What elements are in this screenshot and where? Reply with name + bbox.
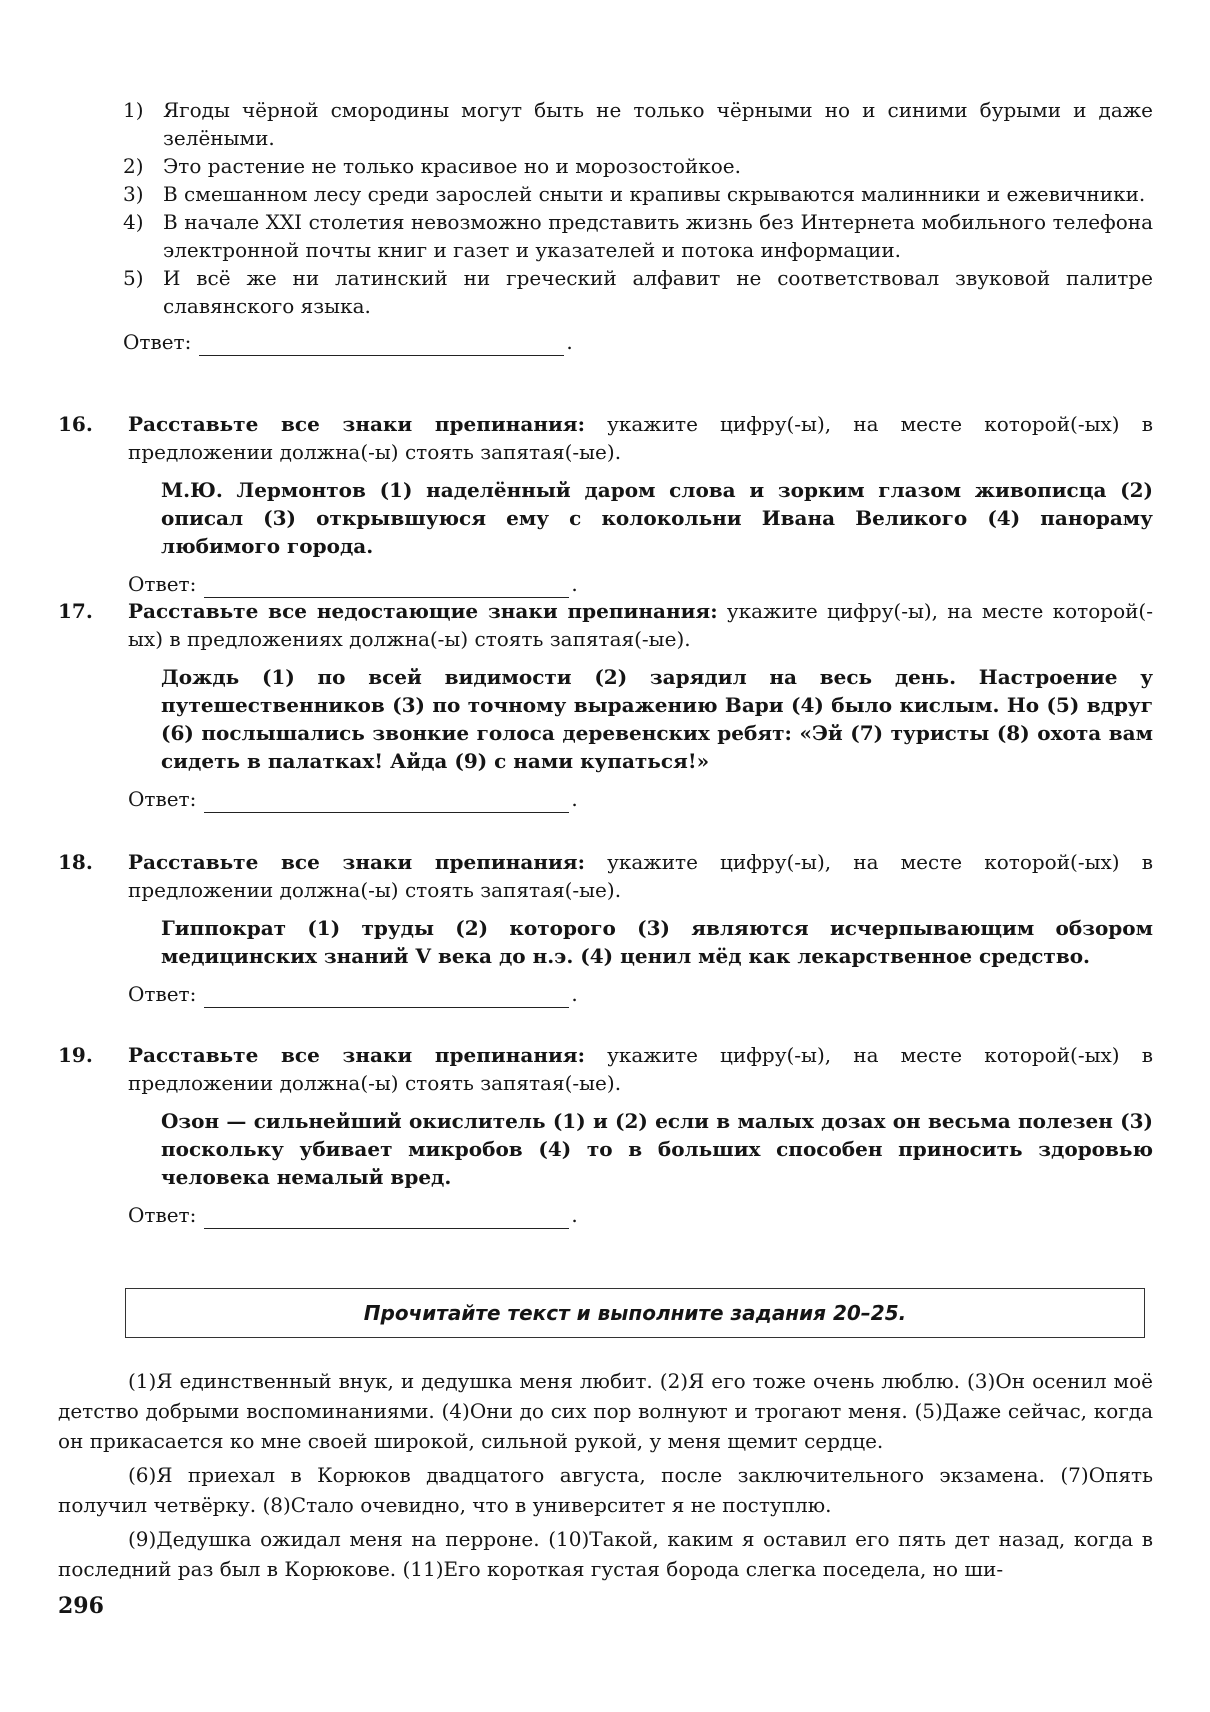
answer-label: Ответ:: [128, 787, 197, 811]
answer-dot: .: [571, 982, 578, 1006]
answer-row: [128, 570, 1153, 598]
list-item: [123, 180, 1153, 208]
answer-row: [123, 328, 1153, 356]
answer-field[interactable]: [204, 577, 569, 598]
list-item-number: 3): [123, 182, 144, 206]
instruction-bold: Расставьте все недостающие знаки препинания:: [128, 599, 718, 623]
answer-row: [128, 980, 1153, 1008]
instruction-bold: Расставьте все знаки препинания:: [128, 412, 585, 436]
list-item-text: В смешанном лесу среди зарослей сныти и крапивы скрываются малинники и ежевичники.: [163, 182, 1146, 206]
answer-dot: .: [571, 572, 578, 596]
reading-text: [58, 1366, 1153, 1588]
list-item-number: 4): [123, 210, 144, 234]
list-item-number: 1): [123, 98, 144, 122]
instruction-rest: укажите цифру(-ы), на месте которой(-ых) в предложении должна(-ы) стоять запятая(-ые).: [128, 1043, 1153, 1095]
list-item-number: 5): [123, 266, 144, 290]
task-instruction: [128, 1041, 1153, 1097]
task-number: 16.: [58, 412, 93, 436]
answer-label: Ответ:: [128, 982, 197, 1006]
options-list: [123, 96, 1153, 356]
task-number: 19.: [58, 1043, 93, 1067]
task-17: [58, 597, 1153, 813]
list-item-text: В начале XXI столетия невозможно представить жизнь без Интернета мобильного телефона электронной почты книг и газет и указателей и потока информации.: [163, 210, 1153, 262]
answer-dot: .: [571, 1203, 578, 1227]
instruction-bold: Расставьте все знаки препинания:: [128, 1043, 585, 1067]
list-item: [123, 96, 1153, 152]
answer-row: [128, 1201, 1153, 1229]
answer-field[interactable]: [204, 1208, 569, 1229]
answer-label: Ответ:: [128, 572, 197, 596]
task-sentence: М.Ю. Лермонтов (1) наделённый даром слова и зорким глазом живописца (2) описал (3) открывшуюся ему с колокольни Ивана Великого (4) панораму любимого города.: [161, 478, 1153, 558]
answer-label: Ответ:: [128, 1203, 197, 1227]
answer-label: Ответ:: [123, 330, 192, 354]
answer-field[interactable]: [199, 335, 564, 356]
list-item-text: Это растение не только красивое но и морозостойкое.: [163, 154, 741, 178]
task-sentence: Дождь (1) по всей видимости (2) зарядил на весь день. Настроение у путешественников (3) по точному выражению Вари (4) было кислым. Но (5) вдруг (6) послышались звонкие голоса деревенских ребят: «Эй (7) туристы (8) охота вам сидеть в палатках! Айда (9) с нами купаться!»: [161, 665, 1153, 773]
task-instruction: [128, 410, 1153, 466]
task-instruction: [128, 848, 1153, 904]
section-title-box: [125, 1288, 1145, 1338]
task-18: [58, 848, 1153, 1008]
list-item: [123, 152, 1153, 180]
answer-field[interactable]: [204, 987, 569, 1008]
instruction-rest: укажите цифру(-ы), на месте которой(-ых) в предложении должна(-ы) стоять запятая(-ые).: [128, 850, 1153, 902]
answer-row: [128, 785, 1153, 813]
answer-dot: .: [571, 787, 578, 811]
list-item-number: 2): [123, 154, 144, 178]
list-item-text: И всё же ни латинский ни греческий алфавит не соответствовал звуковой палитре славянского языка.: [163, 266, 1153, 318]
list-item: [123, 264, 1153, 320]
paragraph: (9)Дедушка ожидал меня на перроне. (10)Такой, каким я оставил его пять дет назад, когда в последний раз был в Корюкове. (11)Его короткая густая борода слегка поседела, но ши-: [58, 1527, 1153, 1581]
list-item: [123, 208, 1153, 264]
instruction-bold: Расставьте все знаки препинания:: [128, 850, 585, 874]
list-item-text: Ягоды чёрной смородины могут быть не только чёрными но и синими бурыми и даже зелёными.: [163, 98, 1153, 150]
paragraph: (1)Я единственный внук, и дедушка меня любит. (2)Я его тоже очень люблю. (3)Он осенил моё детство добрыми воспоминаниями. (4)Они до сих пор волнуют и трогают меня. (5)Даже сейчас, когда он прикасается ко мне своей широкой, сильной рукой, у меня щемит сердце.: [58, 1369, 1153, 1453]
task-19: [58, 1041, 1153, 1229]
answer-field[interactable]: [204, 792, 569, 813]
section-title: Прочитайте текст и выполните задания 20–25.: [363, 1301, 907, 1325]
task-number: 17.: [58, 599, 93, 623]
page-number: 296: [58, 1593, 104, 1619]
answer-dot: .: [566, 330, 573, 354]
task-sentence: Озон — сильнейший окислитель (1) и (2) если в малых дозах он весьма полезен (3) поскольку убивает микробов (4) то в больших способен приносить здоровью человека немалый вред.: [161, 1109, 1153, 1189]
instruction-rest: укажите цифру(-ы), на месте которой(-ых) в предложении должна(-ы) стоять запятая(-ые).: [128, 412, 1153, 464]
task-16: [58, 410, 1153, 598]
task-sentence: Гиппократ (1) труды (2) которого (3) являются исчерпывающим обзором медицинских знаний V века до н.э. (4) ценил мёд как лекарственное средство.: [161, 916, 1153, 968]
instruction-rest: укажите цифру(-ы), на месте которой(-ых) в предложениях должна(-ы) стоять запятая(-ые).: [128, 599, 1153, 651]
task-number: 18.: [58, 850, 93, 874]
paragraph: (6)Я приехал в Корюков двадцатого августа, после заключительного экзамена. (7)Опять получил четвёрку. (8)Стало очевидно, что в университет я не поступлю.: [58, 1463, 1153, 1517]
task-instruction: [128, 597, 1153, 653]
